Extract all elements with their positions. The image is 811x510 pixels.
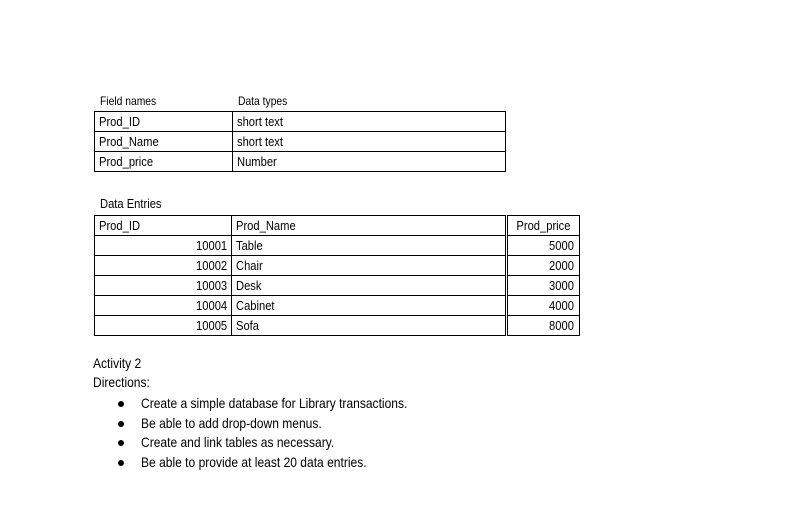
prod-price-cell: 4000 [508,296,580,316]
list-item: Create a simple database for Library transactions. [114,394,451,414]
prod-id-cell: 10002 [95,256,232,276]
prod-price-cell: 3000 [508,276,580,296]
list-item: Create and link tables as necessary. [114,433,451,453]
field-name-cell: Prod_Name [95,132,233,152]
prod-price-cell: 2000 [508,256,580,276]
prod-name-cell: Chair [232,256,506,276]
table-row [95,132,506,152]
list-item: Be able to add drop-down menus. [114,414,451,434]
prod-id-cell: 10005 [95,316,232,336]
table-row [508,236,580,256]
field-types-table [94,111,506,172]
table-row [508,276,580,296]
prod-id-cell: 10001 [95,236,232,256]
prod-price-cell: 5000 [508,236,580,256]
list-item: Be able to provide at least 20 data entries. [114,453,451,473]
prod-id-cell: 10003 [95,276,232,296]
activity-title: Activity 2 [93,355,142,371]
data-types-header: Data types [238,94,288,108]
table-row [95,316,506,336]
table-row [95,112,506,132]
directions-label: Directions: [93,374,150,390]
prod-id-header: Prod_ID [95,216,232,236]
field-names-header: Field names [100,94,157,108]
prod-name-header: Prod_Name [232,216,506,236]
table-row [95,152,506,172]
table-row [508,316,580,336]
prod-name-cell: Sofa [232,316,506,336]
data-type-cell: Number [232,152,505,172]
table-row [95,236,506,256]
field-name-cell: Prod_price [95,152,233,172]
data-type-cell: short text [232,132,505,152]
table-header-row [508,216,580,236]
prod-price-table [507,215,580,336]
prod-name-cell: Table [232,236,506,256]
bullet-icon [118,460,124,466]
table-row [508,256,580,276]
data-entries-title: Data Entries [100,196,162,211]
prod-name-cell: Desk [232,276,506,296]
prod-price-header: Prod_price [508,216,580,236]
bullet-icon [118,401,124,407]
table-row [95,256,506,276]
bullet-icon [118,440,124,446]
prod-id-cell: 10004 [95,296,232,316]
directions-list [114,394,451,472]
table-row [508,296,580,316]
prod-name-cell: Cabinet [232,296,506,316]
prod-price-cell: 8000 [508,316,580,336]
table-row [95,296,506,316]
data-type-cell: short text [232,112,505,132]
bullet-icon [118,421,124,427]
table-header-row [95,216,506,236]
data-entries-table [94,215,506,336]
field-name-cell: Prod_ID [95,112,233,132]
table-row [95,276,506,296]
